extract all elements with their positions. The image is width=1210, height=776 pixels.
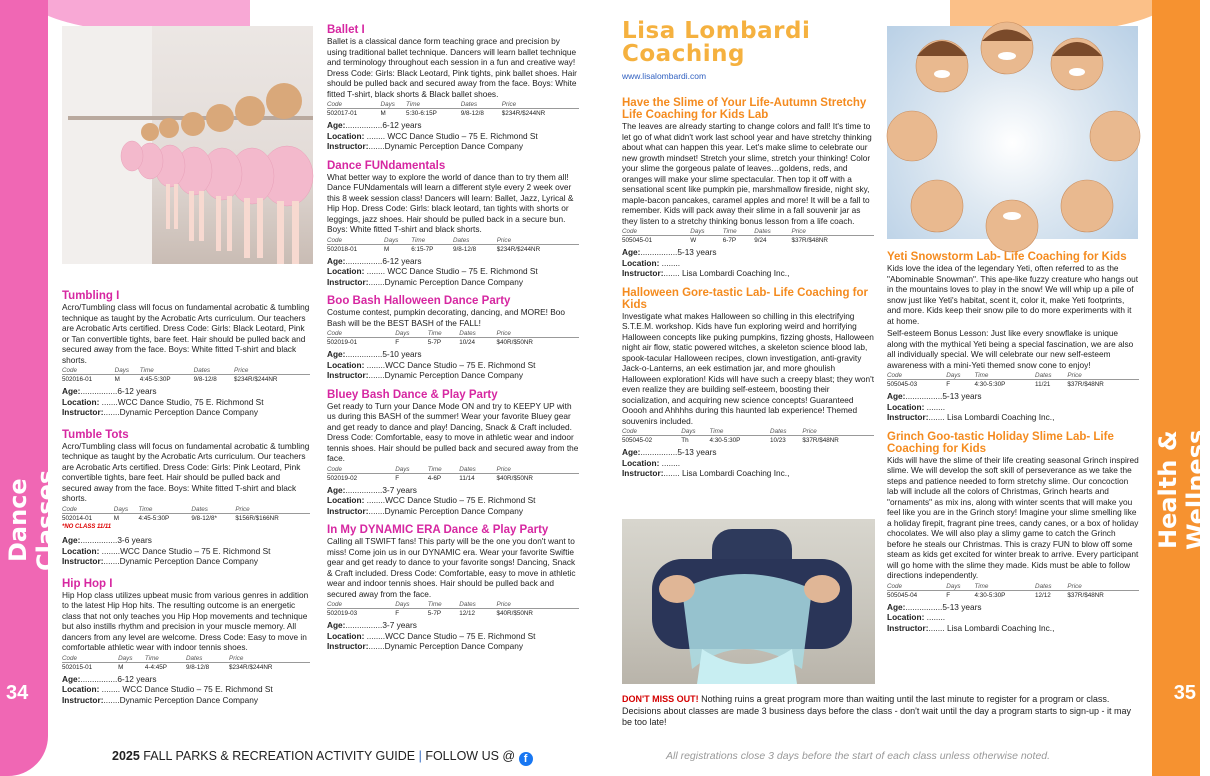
brand-name-line1: Lisa Lombardi [622,18,811,44]
cell-days: M [118,663,124,671]
class-tumbletots [62,429,310,567]
th-time: Time [428,330,460,338]
th-dates: Dates [453,237,497,245]
th-code: Code [327,101,381,109]
instructor-value: .......Dynamic Perception Dance Company [368,370,523,380]
age-value: ................6-12 years [80,673,157,684]
cell-price: $234R/$244NR [229,663,273,671]
cell-dates: 12/12 [1035,591,1051,599]
instructor-value: .......Dynamic Perception Dance Company [368,641,523,651]
cell-time: 6:15-7P [411,245,434,253]
instructor-value: .......Dynamic Perception Dance Company [103,407,258,417]
cell-days: M [384,245,390,253]
age-label: Age: [327,349,346,359]
footer-follow: FOLLOW US @ [421,749,519,763]
th-code: Code [622,428,681,436]
cell-time: 4:45-5:30P [138,514,170,522]
th-time: Time [428,601,460,609]
class-title: Halloween Gore-tastic Lab- Life Coaching for Kids [622,286,869,311]
location-label: Location: [327,630,365,641]
cell-price: $40R/$50NR [496,339,533,346]
th-days: Days [690,228,723,236]
th-days: Days [381,101,407,109]
age-value: ................5-13 years [640,247,717,257]
instructor-label: Instructor: [327,276,369,287]
class-meta [62,386,310,418]
class-description: What better way to explore the world of dance than to try them all! Dance FUNdamentals will learn a different style every 2 week over this 8 week session class! Dancers will learn: Ballet, Jazz, Lyrical & Hip Hop. Dress Code: Girls: black leotard, tan tights with shorts or leggings, jazz shoes. Hair should be pulled back in a secure bun. Boys: White fitted T-shirt and black shorts. [327,171,574,234]
brand-name-line2: Coaching [622,41,745,67]
th-code: Code [622,228,690,236]
class-meta [622,247,874,279]
cell-days: M [380,110,386,117]
th-code: Code [62,655,118,663]
no-class-note: *NO CLASS 11/11 [62,523,112,530]
cell-code: 502018-01 [327,245,358,253]
class-meta [327,256,579,288]
age-label: Age: [327,120,346,130]
th-days: Days [395,466,428,474]
class-title: Tumbling I [62,290,120,302]
schedule-table [887,372,1139,388]
column-1 [62,286,310,705]
cell-dates: 12/12 [459,610,476,617]
class-title: Boo Bash Halloween Dance Party [327,295,511,307]
age-value: ................3-7 years [345,484,417,495]
table-row [327,338,579,347]
th-code: Code [327,330,395,338]
cell-days: M [113,514,120,522]
cell-code: 502019-03 [327,610,358,617]
location-label: Location: [327,495,365,505]
th-price: Price [1067,372,1139,380]
location-label: Location: [887,612,925,622]
table-row [62,375,310,384]
location-value: ........ WCC Dance Studio – 75 E. Richmond St [364,266,538,276]
th-time: Time [406,101,461,109]
th-code: Code [62,506,114,514]
cell-dates: 11/14 [459,474,475,482]
th-dates: Dates [770,428,802,436]
schedule-table [887,583,1139,599]
th-price: Price [235,506,310,514]
cell-days: Th [681,437,689,444]
class-fundamentals [327,160,579,288]
class-slime-autumn [622,97,874,279]
th-price: Price [234,367,310,375]
cell-price: $37R/$48NR [1067,381,1104,388]
footer-guide-title: FALL PARKS & RECREATION ACTIVITY GUIDE [139,749,419,763]
th-dates: Dates [754,228,791,236]
cell-code: 502017-01 [327,110,358,117]
footer-registration-note: All registrations close 3 days before the start of each class unless otherwise noted. [666,750,1051,762]
th-time: Time [428,466,460,474]
th-days: Days [395,601,428,609]
cell-time: 5-7P [427,339,442,346]
brand-logo [622,20,810,66]
th-code: Code [327,466,395,474]
age-value: ................6-12 years [80,386,157,396]
table-row [327,244,579,253]
cell-dates: 9/8-12/8* [191,514,217,522]
schedule-table [622,228,874,244]
cell-time: 4:45-5:30P [139,376,171,383]
age-value: ................6-12 years [345,120,422,130]
table-row [887,380,1139,389]
instructor-label: Instructor: [622,268,664,278]
age-label: Age: [327,255,346,266]
schedule-table [327,101,579,117]
cell-time: 4:30-5:30P [709,437,741,444]
class-yeti [887,251,1139,423]
th-days: Days [115,367,140,375]
instructor-label: Instructor: [327,370,369,380]
schedule-table [622,428,874,444]
schedule-table [62,655,310,671]
facebook-icon[interactable]: f [519,752,533,766]
th-price: Price [502,101,579,109]
age-value: ................5-13 years [640,447,717,457]
class-title: Tumble Tots [62,428,129,441]
class-ballet [327,24,579,152]
cell-dates: 10/24 [459,339,476,346]
age-value: ................6-12 years [345,255,422,266]
class-meta [887,391,1139,423]
age-value: ................3-7 years [345,620,417,630]
instructor-label: Instructor: [62,407,104,417]
th-dates: Dates [186,655,229,663]
th-days: Days [114,506,139,514]
cell-code: 502014-01 [62,514,93,522]
location-label: Location: [327,130,365,141]
age-label: Age: [327,620,346,630]
cell-price: $37R/$48NR [802,437,839,444]
location-value: .......WCC Dance Studio, 75 E. Richmond St [99,396,264,407]
th-code: Code [62,367,115,375]
location-value: ........ [924,401,946,412]
class-meta [327,485,579,517]
location-label: Location: [622,457,660,468]
cell-days: F [395,610,400,617]
location-value: ........ [659,257,681,268]
th-dates: Dates [191,506,235,514]
age-label: Age: [327,484,346,495]
cell-code: 502019-01 [327,339,358,346]
footer-guide [112,749,533,766]
age-label: Age: [622,447,641,457]
age-value: ................5-13 years [905,391,982,401]
th-dates: Dates [1035,583,1067,591]
cell-time: 4-6P [427,474,442,482]
class-meta [622,447,874,479]
cell-days: F [946,591,951,599]
dont-miss-text: Nothing ruins a great program more than waiting until the last minute to register for a program or class. Decisions about classes are made 3 business days before the class - don't wait until the day a program starts to sign-up - it may be too late! [622,694,1131,727]
class-meta [887,602,1139,634]
cell-days: W [690,237,697,244]
schedule-table [327,237,579,253]
class-meta [62,674,310,706]
class-boobash [327,295,579,381]
kids-circle-photo [887,26,1138,239]
instructor-label: Instructor: [62,694,104,705]
location-value: ........ [924,612,946,622]
page-number: 34 [6,682,29,704]
cell-dates: 10/23 [770,437,786,444]
table-row [327,109,579,118]
th-price: Price [1067,583,1139,591]
class-meta [327,620,579,652]
footer-year: 2025 [112,749,140,763]
age-value: ................5-13 years [905,601,982,612]
cell-price: $234R/$244NR [501,110,546,117]
location-label: Location: [887,401,925,412]
cell-code: 505045-03 [887,381,918,388]
th-days: Days [681,428,709,436]
cell-price: $37R/$48NR [1067,591,1104,599]
location-value: ........ WCC Dance Studio – 75 E. Richmond St [99,684,273,694]
cell-dates: 11/21 [1035,381,1051,388]
instructor-label: Instructor: [887,412,929,422]
class-title: Grinch Goo-tastic Holiday Slime Lab- Life Coaching for Kids [887,430,1114,455]
instructor-label: Instructor: [887,622,929,633]
location-value: ........ [659,457,681,468]
instructor-value: ....... Lisa Lombardi Coaching Inc., [928,412,1055,422]
table-row [327,609,579,618]
column-4 [887,247,1139,633]
instructor-value: ....... Lisa Lombardi Coaching Inc., [663,268,790,278]
class-description: Kids will have the slime of their life creating seasonal Grinch inspired slime. We will develop the soft skill of perseverance as we take the steps and patience needed to form stretchy slime. Our concoction lab will include all the colors of Christmas, Grinch hearts and "ornaments" as mix ins, along with winter scents that will make you feel like you are in the Grinch story! Imagine your slime smelling like a holiday firepit, fragrant pine trees, candy canes, or a box of holiday chocolates. We will also play a slimy game to catch the Grinch before he steals our Christmas. This is crazy FUN to blow off some steam as kids get excited for winter break to arrive. Every participant will go home with the slime they made. Kids must be able to follow directions independently. [887,454,1139,580]
cell-time: 4:30-5:30P [974,591,1006,599]
th-days: Days [395,330,428,338]
brand-url-link[interactable]: www.lisalombardi.com [622,71,707,81]
th-days: Days [946,583,974,591]
th-price: Price [497,330,579,338]
class-dynamic-era [327,524,579,652]
dont-miss-notice [622,694,1142,729]
class-title: Have the Slime of Your Life-Autumn Stretchy Life Coaching for Kids Lab [622,97,867,121]
age-label: Age: [887,391,906,401]
cell-time: 6-7P [722,237,737,244]
cell-code: 505045-02 [622,437,653,444]
instructor-label: Instructor: [327,505,369,516]
class-title: Ballet I [327,24,365,36]
location-value: ........WCC Dance Studio – 75 E. Richmond St [364,630,536,641]
age-label: Age: [622,247,641,257]
th-dates: Dates [1035,372,1067,380]
class-description: Ballet is a classical dance form teaching grace and precision by using traditional ballet technique. Dancers will learn ballet technique and terminology throughout each session in a fun and creative way! Dress Code: Girls: Black Leotard, Pink tights, pink ballet shoes. Hair should be pulled back and secured away from the face. Boys: White fitted T-shirt, black shorts & Black ballet shoes. [327,36,577,99]
th-dates: Dates [459,601,496,609]
cell-price: $156R/$166NR [235,514,279,522]
th-dates: Dates [459,466,496,474]
page-number: 35 [1173,682,1196,704]
age-value: ................5-10 years [345,349,422,359]
th-dates: Dates [194,367,234,375]
class-description: Investigate what makes Halloween so chilling in this electrifying S.T.E.M. workshop. Kids have fun exploring weird and horrifying Halloween concepts like puking pumpkins, fizzing ghosts, Halloween night air flow, static powered witches, a skeleton science blood lab, spook-tacular Halloween recipes, clown investigation, anti-gravity Jack-o-Lanterns, an eek estimation jar, and more ghoulish Halloween exploration! Kids will have such a creepy blast; they won't even realize they are building self-esteem, boosting their socialization, and acquiring new science concepts! Guaranteed Ooooh and Ahhhhs during this haunted lab experience! Themed souvenirs included. [622,310,875,426]
th-time: Time [974,372,1035,380]
instructor-label: Instructor: [622,468,664,478]
th-price: Price [497,601,579,609]
class-description: Acro/Tumbling class will focus on fundamental acrobatic & tumbling technique as taught by the Acrobatic Arts curriculum. Our teachers are Acrobatic Arts certified. Dress Code: Girls: Black Leotard, Pink or Tan convertible tights, bare feet. Hair should be pulled back and secured away from the face. Boys: White fitted T-shirt and black shorts. [62,302,310,365]
location-label: Location: [62,684,100,694]
cell-price: $234R/$244NR [496,245,541,253]
th-days: Days [946,372,974,380]
class-description: Get ready to Turn your Dance Mode ON and try to KEEPY UP with us during this BASH of the summer! Wear your favorite Bluey gear and get ready to dance and play! Dancing, Snack & Craft included. Dress Code: Comfortable, easy to move in athletic wear and indoor tennis shoes. Hair should be pulled back and secured away from the face. [327,400,579,463]
location-label: Location: [327,359,365,370]
location-value: ........WCC Dance Studio – 75 E. Richmond St [364,359,536,370]
th-time: Time [140,367,194,375]
age-value: ................3-6 years [80,535,152,545]
th-price: Price [229,655,310,663]
cell-dates: 9/8-12/8 [193,376,217,383]
cell-time: 5:30-6:15P [406,110,437,117]
cell-price: $234R/$244NR [234,376,278,383]
instructor-value: .......Dynamic Perception Dance Company [368,141,523,151]
class-bluey [327,389,579,517]
class-tumbling [62,290,310,418]
cell-days: F [395,339,400,346]
th-price: Price [792,228,874,236]
location-value: ........WCC Dance Studio – 75 E. Richmond St [99,545,271,556]
slime-photo [622,519,875,684]
th-price: Price [497,466,579,474]
instructor-value: ....... Lisa Lombardi Coaching Inc., [928,622,1055,633]
cell-code: 505045-04 [887,591,918,599]
th-price: Price [802,428,874,436]
th-code: Code [327,237,384,245]
th-time: Time [723,228,755,236]
th-code: Code [327,601,395,609]
cell-code: 502015-01 [62,663,93,671]
cell-price: $37R/$48NR [791,237,828,244]
instructor-label: Instructor: [327,141,369,151]
cell-price: $40R/$50NR [496,474,533,482]
age-label: Age: [62,386,81,396]
side-band-left [0,0,60,776]
cell-code: 505045-01 [622,237,653,244]
location-label: Location: [622,257,660,268]
dont-miss-lead: DON'T MISS OUT! [622,694,699,704]
location-value: ........WCC Dance Studio – 75 E. Richmond St [364,495,536,505]
class-description: Hip Hop class utilizes upbeat music from various genres in addition to the latest Hip Hop hits. The resulting outcome is an energetic class that not only teaches you Hip Hop movements and technique but also instills rhythm and precision in your muscle memory. All dancers from any level are welcome. Dress Code: Easy to move in comfortable athletic wear with indoor tennis shoes. [62,589,309,652]
th-dates: Dates [461,101,502,109]
class-hiphop [62,578,310,706]
instructor-label: Instructor: [62,556,104,566]
class-meta [327,120,579,152]
location-value: ........ WCC Dance Studio – 75 E. Richmond St [364,130,538,141]
cell-dates: 9/24 [754,237,767,244]
schedule-table [62,506,310,522]
th-time: Time [138,506,191,514]
class-description: Acro/Tumbling class will focus on fundamental acrobatic & tumbling technique as taught by the Acrobatic Arts curriculum. Our teachers are Acrobatic Arts certified. Dress Code: Girls: Pink Leotard, Pink convertible tights, bare feet. Hair should be pulled back and secured away from the face. Boys: White fitted T-shirt and black shorts. [62,440,310,503]
class-title: Yeti Snowstorm Lab- Life Coaching for Kids [887,251,1127,263]
class-title: Bluey Bash Dance & Play Party [327,388,498,401]
cell-days: F [946,381,951,388]
location-label: Location: [62,545,100,556]
section-label-health: Health & Wellness [1154,429,1210,551]
th-days: Days [118,655,145,663]
th-code: Code [887,583,946,591]
ballet-girls-photo [62,26,313,264]
cell-days: M [114,376,120,383]
cell-dates: 9/8-12/8 [452,245,477,253]
th-days: Days [384,237,411,245]
th-time: Time [411,237,453,245]
class-description-bonus: Self-esteem Bonus Lesson: Just like every snowflake is unique along with the mythical Yeti being a special fascination, we are also all individually special. We will celebrate our new self-esteem awareness with a mini-Yeti themed snow cone to enjoy! [887,328,1134,370]
th-dates: Dates [459,330,496,338]
table-row [622,436,874,445]
class-description: Kids love the idea of the legendary Yeti, often referred to as the "Abominable Snowman". This ape-like fuzzy creature who hangs out in the mountains loves to play in the snow! We will whip up a pile of snow just like Yeti's habitat, scent it, color it, make Yeti footprints, and more. Kids keep their snow pile to do more experiments with it at home. [887,263,1139,326]
column-3 [622,93,874,479]
instructor-label: Instructor: [327,641,369,651]
column-2 [327,20,579,652]
cell-dates: 9/8-12/8 [460,110,484,117]
location-label: Location: [62,396,100,407]
age-label: Age: [62,673,81,684]
schedule-table [62,367,310,383]
th-time: Time [974,583,1035,591]
cell-days: F [395,474,400,482]
cell-time: 5-7P [427,610,442,617]
table-row [887,590,1139,599]
class-title: Hip Hop I [62,577,113,590]
instructor-value: .......Dynamic Perception Dance Company [368,276,523,287]
instructor-value: ....... Lisa Lombardi Coaching Inc., [663,468,790,478]
table-row [62,513,310,522]
th-time: Time [709,428,770,436]
schedule-table [327,601,579,617]
th-price: Price [497,237,579,245]
cell-price: $40R/$50NR [496,610,533,617]
table-row [62,662,310,671]
class-description: The leaves are already starting to change colors and fall! It's time to let go of what didn't work last school year and have stretchy thinking about what can happen this year. Let's make slime to celebrate our new growth mindset! Stretch your slime, stretch your thinking! Color your slime the gorgeous palate of leaves…goldens, reds, and oranges will make your slime spectacular. Then top it off with a sensational scent like pumpkin pie, marshmallow fireside, night sky, maple-bacon pancakes, caramel apples and more! It will be a fall to remember. Kids will pack away their slime in a fall souvenir jar as they listen to a stretchy thinking bonus lesson from a life coach. [622,121,872,226]
instructor-value: .......Dynamic Perception Dance Company [103,694,258,705]
cell-code: 502019-02 [327,474,358,482]
cell-code: 502016-01 [62,376,93,383]
cell-time: 4-4:45P [144,663,167,671]
class-description: Costume contest, pumpkin decorating, dancing, and MORE! Boo Bash will be the BEST BASH of the FALL! [327,307,565,328]
table-row [327,473,579,482]
schedule-table [327,330,579,346]
section-label-dance: Dance Classes [4,469,60,571]
class-description: Calling all TSWIFT fans! This party will be the one you don't want to miss! Come join us in our DYNAMIC era. Wear your favorite Swiftie gear and get ready to dance to your favorite songs! Dancing, Snack & Craft included. Dress Code: Comfortable, easy to move in athletic wear and indoor tennis shoes. Hair should be pulled back and secured away from the face. [327,536,576,599]
cell-time: 4:30-5:30P [974,381,1006,388]
footer-separator: | [418,749,422,763]
class-title: In My DYNAMIC ERA Dance & Play Party [327,524,549,536]
class-halloween [622,287,874,479]
age-label: Age: [887,601,906,612]
instructor-value: .......Dynamic Perception Dance Company [103,556,258,566]
class-meta [62,535,310,567]
instructor-value: .......Dynamic Perception Dance Company [368,505,523,516]
age-label: Age: [62,535,81,545]
table-row [622,236,874,245]
schedule-table [327,466,579,482]
class-meta [327,349,579,381]
location-label: Location: [327,266,365,276]
class-grinch [887,431,1139,634]
th-code: Code [887,372,946,380]
cell-dates: 9/8-12/8 [185,663,210,671]
class-title: Dance FUNdamentals [327,159,446,172]
th-time: Time [145,655,186,663]
